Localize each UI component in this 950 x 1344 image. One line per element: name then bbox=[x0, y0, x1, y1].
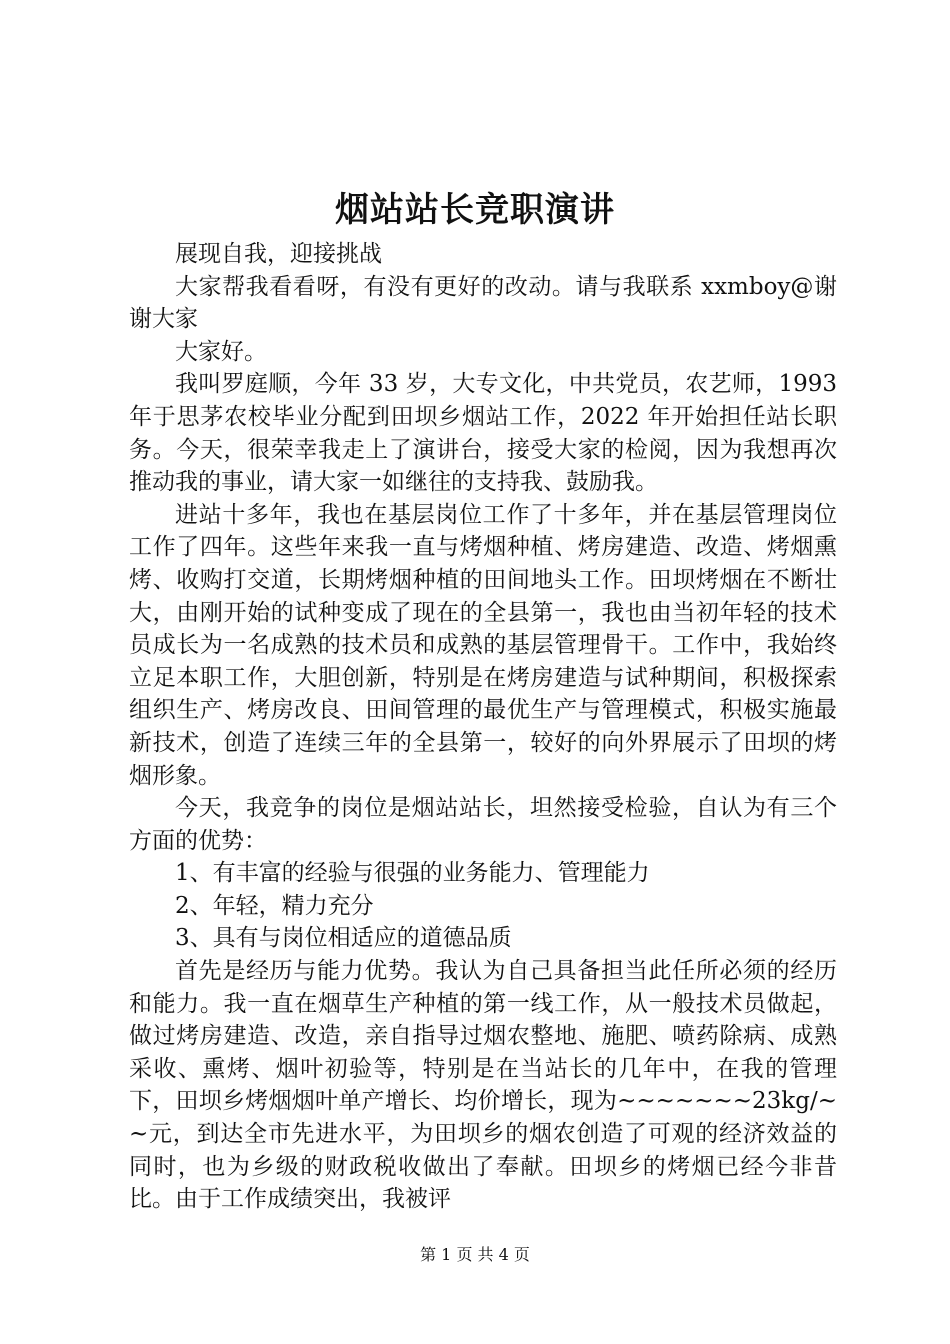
document-title: 烟站站长竞职演讲 bbox=[335, 190, 615, 230]
paragraph-advantage-3: 3、具有与岗位相适应的道德品质 bbox=[175, 925, 512, 952]
paragraph-advantage-1: 1、有丰富的经验与很强的业务能力、管理能力 bbox=[175, 860, 650, 887]
paragraph-subtitle: 展现自我，迎接挑战 bbox=[175, 241, 382, 267]
page-number-footer: 第 1 页 共 4 页 bbox=[420, 1245, 530, 1264]
document-body bbox=[129, 238, 837, 1216]
paragraph-work-history: 进站十多年，我也在基层岗位工作了十多年，并在基层管理岗位工作了四年。这些年来我一直与烤烟种植、烤房建造、改造、烤烟熏烤、收购打交道，长期烤烟种植的田间地头工作。田坝烤烟在不断壮大，由刚开始的试种变成了现在的全县第一，我也由当初年轻的技术员成长为一名成熟的技术员和成熟的基层管理骨干。工作中，我始终立足本职工作，大胆创新，特别是在烤房建造与试种期间，积极探索组织生产、烤房改良、田间管理的最优生产与管理模式，积极实施最新技术，创造了连续三年的全县第一，较好的向外界展示了田坝的烤烟形象。 bbox=[129, 501, 837, 789]
paragraph-contact-note: 大家帮我看看呀，有没有更好的改动。请与我联系 xxmboy@谢谢大家 bbox=[129, 273, 837, 333]
paragraph-advantage-2: 2、年轻，精力充分 bbox=[175, 892, 374, 919]
paragraph-introduction: 我叫罗庭顺，今年 33 岁，大专文化，中共党员，农艺师，1993 年于思茅农校毕业分配到田坝乡烟站工作，2022 年开始担任站长职务。今天，很荣幸我走上了演讲台，接受大家的检阅，因为我想再次推动我的事业，请大家一如继往的支持我、鼓励我。 bbox=[129, 371, 837, 496]
paragraph-experience: 首先是经历与能力优势。我认为自己具备担当此任所必须的经历和能力。我一直在烟草生产种植的第一线工作，从一般技术员做起，做过烤房建造、改造，亲自指导过烟农整地、施肥、喷药除病、成熟采收、熏烤、烟叶初验等，特别是在当站长的几年中，在我的管理下，田坝乡烤烟烟叶单产增长、均价增长，现为~~~~~~~23kg/~~元，到达全市先进水平，为田坝乡的烟农创造了可观的经济效益的同时，也为乡级的财政税收做出了奉献。田坝乡的烤烟已经今非昔比。由于工作成绩突出，我被评 bbox=[129, 958, 837, 1213]
paragraph-greeting: 大家好。 bbox=[175, 338, 267, 365]
paragraph-advantages-intro: 今天，我竞争的岗位是烟站站长，坦然接受检验，自认为有三个方面的优势： bbox=[129, 795, 837, 854]
